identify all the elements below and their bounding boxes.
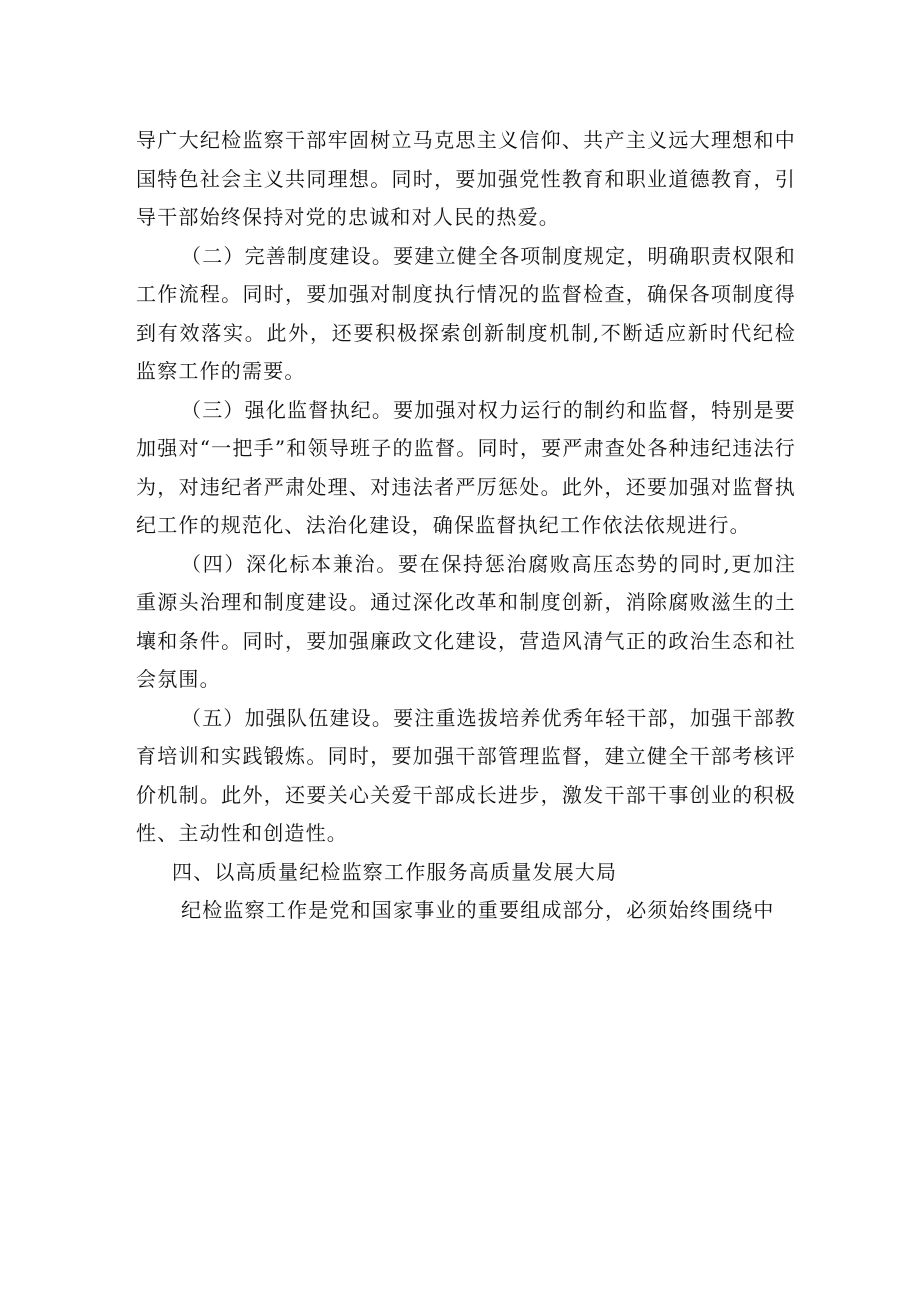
section-heading: 四、以高质量纪检监察工作服务高质量发展大局: [172, 859, 618, 884]
document-body: [136, 121, 796, 930]
paragraph-section-3: （三）强化监督执纪。要加强对权力运行的制约和监督，特别是要加强对“一把手”和领导班子的监督。同时，要严肃查处各种违纪违法行为，对违纪者严肃处理、对违法者严厉惩处。此外，还要加强对监督执纪工作的规范化、法治化建设，确保监督执纪工作依法依规进行。: [136, 397, 796, 537]
paragraph-continuation: 导广大纪检监察干部牢固树立马克思主义信仰、共产主义远大理想和中国特色社会主义共同理想。同时，要加强党性教育和职业道德教育，引导干部始终保持对党的忠诚和对人民的热爱。: [136, 128, 796, 229]
paragraph-section-4: （四）深化标本兼治。要在保持惩治腐败高压态势的同时,更加注重源头治理和制度建设。通过深化改革和制度创新，消除腐败滋生的土壤和条件。同时，要加强廉政文化建设，营造风清气正的政治生态和社会氛围。: [136, 551, 796, 691]
paragraph-section-2: （二）完善制度建设。要建立健全各项制度规定，明确职责权限和工作流程。同时，要加强对制度执行情况的监督检查，确保各项制度得到有效落实。此外，还要积极探索创新制度机制,不断适应新时代纪检监察工作的需要。: [136, 243, 796, 383]
paragraph-closing: 纪检监察工作是党和国家事业的重要组成部分，必须始终围绕中: [181, 898, 775, 922]
paragraph-section-5: （五）加强队伍建设。要注重选拔培养优秀年轻干部，加强干部教育培训和实践锻炼。同时，要加强干部管理监督，建立健全干部考核评价机制。此外，还要关心关爱干部成长进步，激发干部干事创业的积极性、主动性和创造性。: [136, 705, 796, 845]
